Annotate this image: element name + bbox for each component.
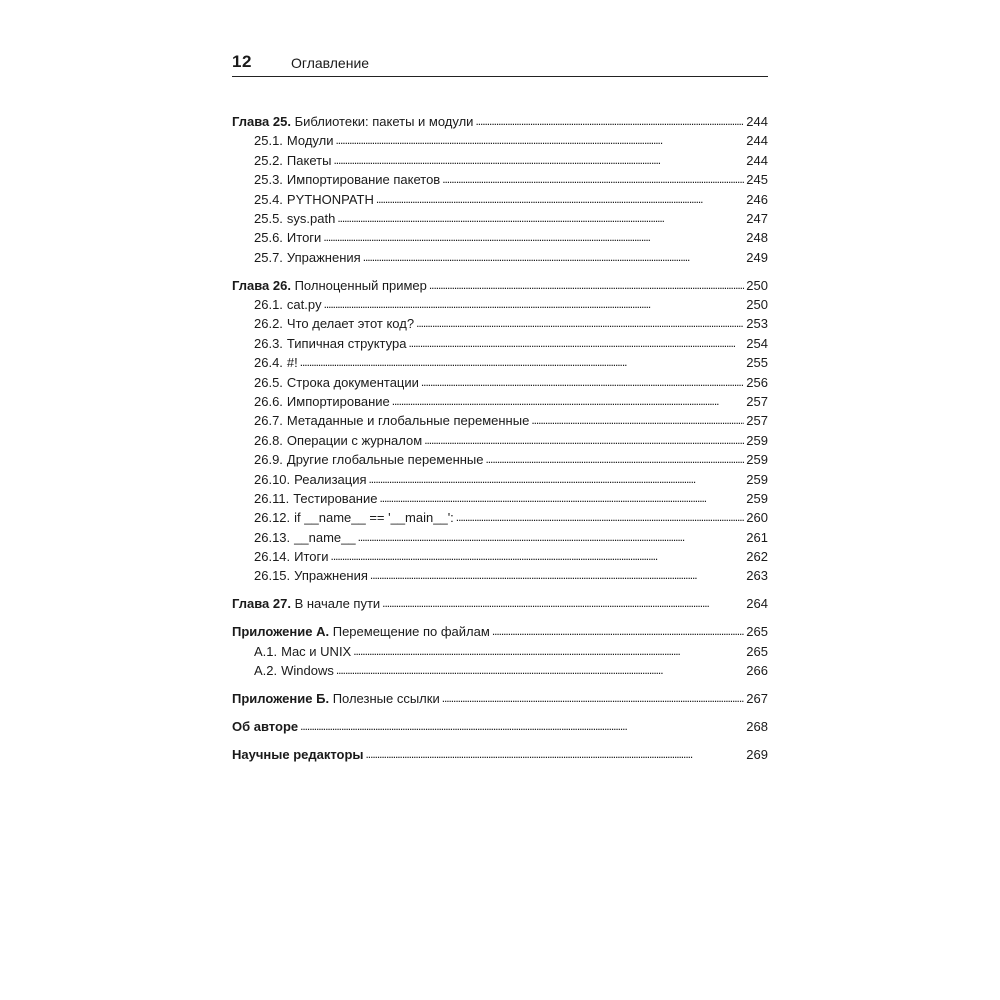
section-number: 26.15. — [254, 568, 291, 584]
section-number: 26.8. — [254, 432, 283, 448]
about-author-title: Об авторе — [232, 718, 299, 734]
section-number: 25.6. — [254, 230, 283, 246]
dot-leader — [382, 593, 744, 613]
dot-leader — [492, 621, 744, 641]
scientific-editors-title: Научные редакторы — [232, 746, 364, 762]
appendix-title: Перемещение по файлам — [332, 624, 490, 640]
section-title: Пакеты — [286, 152, 332, 168]
section-number: 25.1. — [254, 133, 283, 149]
dot-leader — [429, 275, 744, 295]
page-ref: 266 — [746, 663, 768, 679]
chapter-prefix: Глава 25. — [232, 114, 291, 129]
dot-leader — [336, 660, 744, 680]
chapter-title: Библиотеки: пакеты и модули — [294, 114, 474, 129]
page-ref: 256 — [746, 374, 768, 390]
page-ref: 257 — [746, 413, 768, 429]
page-ref: 254 — [746, 335, 768, 351]
section-title: Модули — [286, 133, 334, 149]
page-ref: 259 — [746, 432, 768, 448]
section-number: 26.4. — [254, 355, 283, 371]
dot-leader — [421, 372, 744, 392]
toc-section-26-11 — [232, 489, 768, 508]
chapter-prefix: Глава 26. — [232, 277, 291, 293]
dot-leader — [379, 488, 744, 508]
section-number: А.2. — [254, 663, 278, 679]
dot-leader — [331, 546, 745, 566]
dot-leader — [442, 688, 745, 708]
section-title: Итоги — [286, 230, 322, 246]
dot-leader — [323, 227, 744, 247]
section-title: Windows — [281, 663, 334, 679]
dot-leader — [353, 641, 744, 661]
toc-section-a-1 — [232, 642, 768, 661]
dot-leader — [424, 430, 744, 450]
section-number: 25.7. — [254, 249, 283, 265]
toc-section-26-6 — [232, 392, 768, 411]
dot-leader — [369, 469, 745, 489]
toc-chapter-25 — [232, 112, 768, 131]
section-title: Другие глобальные переменные — [286, 452, 484, 468]
section-number: 26.5. — [254, 374, 283, 390]
toc-section-26-1 — [232, 295, 768, 314]
page-ref: 267 — [746, 690, 768, 706]
dot-leader — [300, 716, 744, 736]
section-number: 26.10. — [254, 471, 291, 487]
chapter-title: Полноценный пример — [294, 277, 427, 293]
toc-chapter-26 — [232, 276, 768, 295]
toc-chapter-27 — [232, 594, 768, 613]
toc-section-26-14 — [232, 547, 768, 566]
page-ref: 262 — [746, 549, 768, 565]
page-number: 12 — [232, 52, 252, 71]
toc-section-26-2 — [232, 314, 768, 333]
chapter-prefix: Глава 27. — [232, 596, 291, 612]
section-number: 26.13. — [254, 529, 291, 545]
section-number: 25.3. — [254, 172, 283, 188]
dot-leader — [300, 352, 745, 372]
section-number: 25.4. — [254, 191, 283, 207]
section-number: 26.7. — [254, 413, 283, 429]
appendix-prefix: Приложение А. — [232, 624, 330, 640]
dot-leader — [337, 208, 744, 228]
section-title: Итоги — [294, 549, 329, 565]
toc-section-26-5 — [232, 373, 768, 392]
page-ref: 261 — [746, 529, 768, 545]
toc-section-26-7 — [232, 411, 768, 430]
dot-leader — [336, 130, 745, 150]
section-title: Метаданные и глобальные переменные — [286, 413, 530, 429]
toc-section-25-1 — [232, 131, 768, 150]
section-title: Строка документации — [286, 374, 419, 390]
section-title: Тестирование — [293, 490, 378, 506]
toc-section-25-5 — [232, 209, 768, 228]
page-ref: 259 — [746, 452, 768, 468]
page-ref: 264 — [746, 596, 768, 612]
toc-section-25-7 — [232, 248, 768, 267]
section-number: 26.6. — [254, 393, 283, 409]
page-ref: 249 — [746, 249, 768, 265]
dot-leader — [324, 294, 745, 314]
section-title: Упражнения — [286, 249, 361, 265]
section-number: 26.9. — [254, 452, 283, 468]
section-number: 25.5. — [254, 210, 283, 226]
page-ref: 253 — [746, 316, 768, 332]
section-number: 26.2. — [254, 316, 283, 332]
toc-section-25-2 — [232, 151, 768, 170]
page-ref: 246 — [746, 191, 768, 207]
section-title: if __name__ == '__main__': — [294, 510, 454, 526]
page-ref: 245 — [746, 172, 768, 188]
section-title: __name__ — [294, 529, 356, 545]
section-title: Реализация — [294, 471, 367, 487]
page-ref: 244 — [746, 133, 768, 149]
toc-section-26-10 — [232, 470, 768, 489]
page-ref: 259 — [746, 490, 768, 506]
dot-leader — [408, 333, 744, 353]
section-title: #! — [286, 355, 298, 371]
table-of-contents — [232, 112, 768, 764]
section-title: Импортирование — [286, 393, 390, 409]
section-title: Что делает этот код? — [286, 316, 415, 332]
section-number: А.1. — [254, 643, 278, 659]
page-ref: 244 — [746, 152, 768, 168]
toc-section-26-15 — [232, 566, 768, 585]
dot-leader — [366, 744, 745, 764]
page-ref: 260 — [746, 510, 768, 526]
chapter-title: В начале пути — [294, 596, 381, 612]
appendix-title: Полезные ссылки — [332, 690, 440, 706]
dot-leader — [475, 111, 744, 131]
toc-section-26-3 — [232, 334, 768, 353]
dot-leader — [456, 507, 745, 527]
page-ref: 248 — [746, 230, 768, 246]
section-number: 26.1. — [254, 297, 283, 313]
toc-section-26-12 — [232, 508, 768, 527]
section-title: Операции с журналом — [286, 432, 423, 448]
appendix-prefix: Приложение Б. — [232, 690, 330, 706]
section-number: 26.11. — [254, 490, 290, 506]
dot-leader — [392, 391, 745, 411]
section-title: Типичная структура — [286, 335, 407, 351]
page-ref: 263 — [746, 568, 768, 584]
toc-section-26-13 — [232, 528, 768, 547]
page-ref: 255 — [746, 355, 768, 371]
toc-section-a-2 — [232, 661, 768, 680]
dot-leader — [416, 313, 744, 333]
toc-appendix-b — [232, 689, 768, 708]
page-ref: 257 — [746, 393, 768, 409]
page-ref: 247 — [746, 210, 768, 226]
section-title: cat.py — [286, 297, 322, 313]
toc-section-26-4 — [232, 353, 768, 372]
page-ref: 244 — [746, 114, 768, 129]
dot-leader — [358, 527, 745, 547]
dot-leader — [370, 565, 744, 585]
section-title: PYTHONPATH — [286, 191, 374, 207]
section-number: 26.3. — [254, 335, 283, 351]
dot-leader — [486, 449, 745, 469]
page-ref: 250 — [746, 297, 768, 313]
toc-section-26-8 — [232, 431, 768, 450]
section-title: sys.path — [286, 210, 336, 226]
toc-scientific-editors — [232, 745, 768, 764]
toc-section-25-6 — [232, 228, 768, 247]
running-title: Оглавление — [291, 55, 370, 71]
page-ref: 265 — [746, 643, 768, 659]
toc-about-author — [232, 717, 768, 736]
toc-appendix-a — [232, 622, 768, 641]
toc-section-25-4 — [232, 190, 768, 209]
dot-leader — [442, 169, 744, 189]
section-number: 25.2. — [254, 152, 283, 168]
toc-section-26-9 — [232, 450, 768, 469]
section-title: Упражнения — [294, 568, 368, 584]
dot-leader — [333, 150, 744, 170]
toc-section-25-3 — [232, 170, 768, 189]
dot-leader — [363, 247, 745, 267]
section-title: Mac и UNIX — [281, 643, 352, 659]
section-number: 26.14. — [254, 549, 291, 565]
dot-leader — [376, 189, 744, 209]
section-title: Импортирование пакетов — [286, 172, 441, 188]
page-ref: 269 — [746, 746, 768, 762]
page-ref: 265 — [746, 624, 768, 640]
dot-leader — [531, 410, 744, 430]
page-ref: 259 — [746, 471, 768, 487]
page-ref: 268 — [746, 718, 768, 734]
page-ref: 250 — [746, 277, 768, 293]
section-number: 26.12. — [254, 510, 291, 526]
page-header — [232, 52, 768, 77]
